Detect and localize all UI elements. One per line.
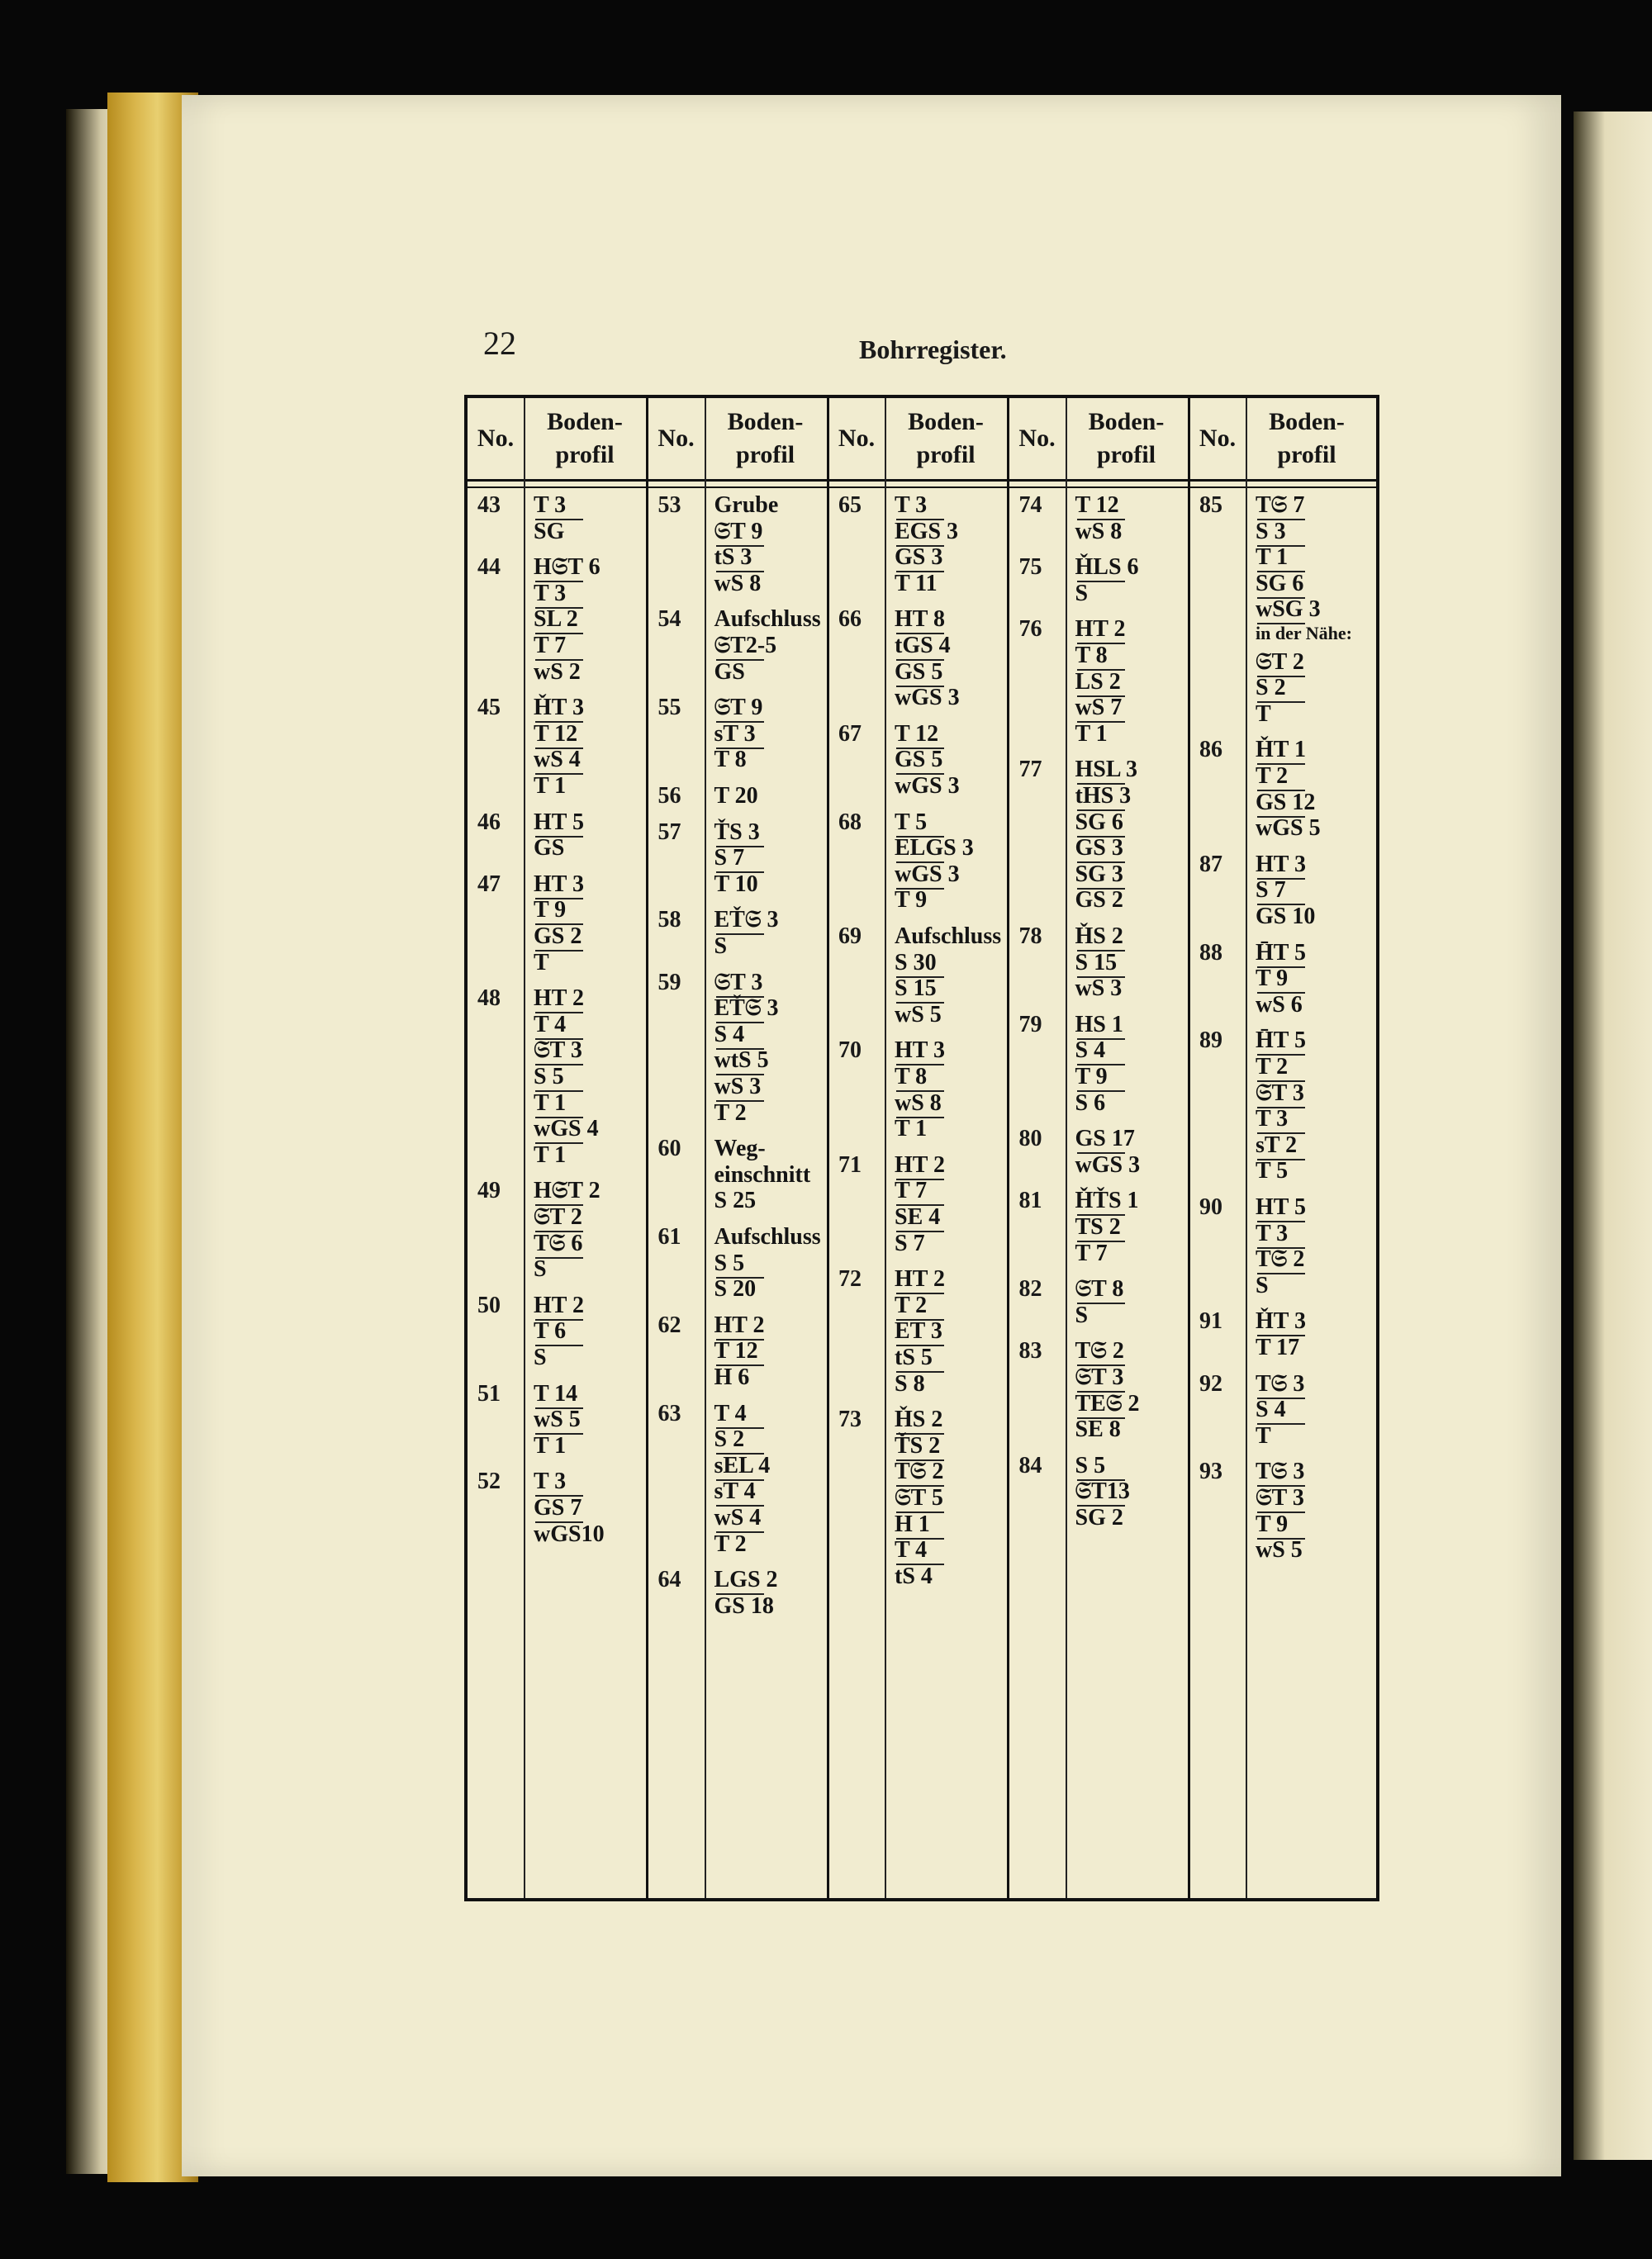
profile-line: T 20 bbox=[714, 783, 758, 809]
profile-line: GS 5 bbox=[895, 658, 943, 685]
entry-number: 66 bbox=[838, 606, 862, 633]
profile-line: GS 17 bbox=[1075, 1126, 1135, 1152]
header-no: No. bbox=[477, 424, 515, 452]
profile-line: GS bbox=[534, 835, 565, 861]
profile-line: wS 8 bbox=[895, 1089, 942, 1116]
entry-number: 44 bbox=[477, 554, 501, 581]
profile-line: SG bbox=[534, 518, 565, 544]
profile-line: T 4 bbox=[714, 1400, 747, 1426]
profile-line: T 12 bbox=[1075, 492, 1119, 518]
profile-line: HT 3 bbox=[895, 1037, 945, 1064]
profile-line: wS 3 bbox=[1075, 975, 1123, 1002]
profile-line: T bbox=[1256, 1422, 1271, 1449]
profile-line: S 6 bbox=[1075, 1089, 1106, 1116]
profile-line: T 1 bbox=[534, 1089, 567, 1116]
profile-line: T 14 bbox=[534, 1380, 578, 1407]
profile-line: ȞS 2 bbox=[895, 1407, 943, 1433]
profile-line: 𝔖T 2 bbox=[534, 1204, 582, 1230]
entry-number: 68 bbox=[838, 809, 862, 835]
profile-line: wGS 3 bbox=[895, 685, 960, 711]
profile-line: S 15 bbox=[895, 975, 937, 1002]
column-divider bbox=[468, 398, 525, 1898]
profile-line: Aufschluss bbox=[714, 606, 821, 633]
profile-line: HT 3 bbox=[534, 871, 584, 897]
profile-line: T 3 bbox=[534, 492, 567, 518]
entry-number: 58 bbox=[657, 907, 681, 933]
profile-line: wGS 3 bbox=[895, 773, 960, 799]
profile-line: wS 2 bbox=[534, 658, 581, 685]
profile-line: HT 3 bbox=[1256, 851, 1306, 877]
profile-line: S 5 bbox=[1075, 1452, 1106, 1478]
profile-line: ȞT 3 bbox=[1256, 1308, 1306, 1335]
profile-line: GS 12 bbox=[1256, 789, 1316, 815]
profile-line: sT 3 bbox=[714, 720, 756, 747]
profile-line: T 6 bbox=[534, 1318, 567, 1345]
profile-line: SG 6 bbox=[1075, 809, 1123, 835]
entry-number: 92 bbox=[1199, 1370, 1222, 1397]
profile-line: ȞS 2 bbox=[1075, 923, 1123, 949]
profile-line: T 7 bbox=[534, 633, 567, 658]
profile-line: GS 3 bbox=[895, 544, 943, 571]
profile-line: T𝔖 3 bbox=[1256, 1370, 1305, 1397]
profile-line: T 1 bbox=[534, 1141, 567, 1168]
profile-line: HT 5 bbox=[534, 809, 584, 835]
entry-number: 85 bbox=[1199, 492, 1222, 518]
profile-line: H̄T 5 bbox=[1256, 939, 1306, 966]
profile-line: Aufschluss bbox=[895, 923, 1002, 949]
entry-number: 78 bbox=[1018, 923, 1042, 949]
profile-line: EŤ𝔖 3 bbox=[714, 995, 779, 1022]
profile-line: wtS 5 bbox=[714, 1047, 769, 1074]
profile-line: Weg- bbox=[714, 1136, 766, 1162]
profile-line: HT 2 bbox=[534, 1292, 584, 1318]
profile-line: T 3 bbox=[534, 580, 567, 606]
entry-number: 56 bbox=[657, 783, 681, 809]
entry-number: 46 bbox=[477, 809, 501, 835]
profile-line: 𝔖T 3 bbox=[1256, 1485, 1304, 1511]
profile-line: T 7 bbox=[1075, 1240, 1108, 1266]
profile-line: HSL 3 bbox=[1075, 757, 1137, 783]
profile-line: 𝔖T 3 bbox=[1256, 1080, 1304, 1106]
entry-number: 57 bbox=[657, 819, 681, 845]
profile-line: GS bbox=[714, 658, 745, 685]
profile-line: GS 10 bbox=[1256, 904, 1316, 929]
profile-line: S 7 bbox=[895, 1230, 925, 1256]
profile-line: LGS 2 bbox=[714, 1567, 778, 1593]
profile-line: ELGS 3 bbox=[895, 835, 974, 861]
entry-number: 52 bbox=[477, 1469, 501, 1495]
profile-line: wS 6 bbox=[1256, 991, 1303, 1018]
profile-line: HT 2 bbox=[534, 985, 584, 1012]
profile-line: Aufschluss bbox=[714, 1224, 821, 1250]
profile-line: wGS 4 bbox=[534, 1116, 599, 1142]
entry-number: 77 bbox=[1018, 757, 1042, 783]
entry-number: 50 bbox=[477, 1292, 501, 1318]
profile-line: HT 5 bbox=[1256, 1194, 1306, 1220]
profile-line: HT 2 bbox=[1075, 616, 1126, 643]
entry-number: 74 bbox=[1018, 492, 1042, 518]
profile-line: ET 3 bbox=[895, 1318, 942, 1345]
entry-number: 43 bbox=[477, 492, 501, 518]
profile-line: 𝔖T 9 bbox=[714, 695, 763, 721]
profile-line: T 9 bbox=[534, 897, 567, 923]
entry-number: 90 bbox=[1199, 1194, 1222, 1220]
entry-number: 83 bbox=[1018, 1338, 1042, 1364]
profile-line: tS 3 bbox=[714, 544, 752, 571]
column-divider bbox=[1189, 398, 1247, 1898]
profile-line: tHS 3 bbox=[1075, 783, 1132, 809]
profile-line: wS 8 bbox=[1075, 518, 1123, 544]
entry-number: 84 bbox=[1018, 1452, 1042, 1478]
entry-number: 75 bbox=[1018, 554, 1042, 581]
profile-line: wS 5 bbox=[895, 1001, 942, 1027]
profile-line: 𝔖T 2 bbox=[1256, 648, 1304, 675]
profile-line: sEL 4 bbox=[714, 1452, 771, 1478]
header-bodenprofil: Boden- profil bbox=[1088, 407, 1165, 468]
profile-line: T 12 bbox=[895, 720, 939, 747]
profile-line: wGS 5 bbox=[1256, 815, 1321, 842]
profile-line: T 9 bbox=[895, 887, 928, 914]
entry-number: 89 bbox=[1199, 1027, 1222, 1054]
entry-number: 81 bbox=[1018, 1188, 1042, 1214]
profile-line: sT 2 bbox=[1256, 1132, 1298, 1158]
profile-line: T 11 bbox=[895, 570, 938, 596]
entry-number: 65 bbox=[838, 492, 862, 518]
profile-line: EŤ𝔖 3 bbox=[714, 907, 779, 933]
profile-line: 𝔖T 9 bbox=[714, 518, 763, 544]
page-number: 22 bbox=[483, 325, 516, 362]
header-bodenprofil: Boden- profil bbox=[727, 407, 804, 468]
profile-line: T 1 bbox=[1075, 720, 1108, 747]
profile-line: T bbox=[534, 949, 549, 975]
profile-line: S 15 bbox=[1075, 949, 1118, 975]
profile-line: T 4 bbox=[534, 1011, 567, 1037]
profile-line: S 8 bbox=[895, 1370, 925, 1397]
profile-line: T 4 bbox=[895, 1537, 928, 1564]
profile-line: S 2 bbox=[714, 1426, 745, 1453]
profile-line: T 12 bbox=[534, 720, 578, 747]
profile-line: S 25 bbox=[714, 1188, 757, 1214]
profile-line: wGS10 bbox=[534, 1521, 605, 1547]
profile-line: sT 4 bbox=[714, 1478, 756, 1505]
profile-line: SE 4 bbox=[895, 1204, 941, 1230]
profile-line: wS 5 bbox=[1256, 1537, 1303, 1564]
header-bodenprofil: Boden- profil bbox=[908, 407, 984, 468]
profile-line: einschnitt bbox=[714, 1161, 811, 1188]
profile-line: T 9 bbox=[1256, 966, 1289, 992]
profile-line: T 3 bbox=[895, 492, 928, 518]
profile-line: T𝔖 7 bbox=[1256, 492, 1305, 518]
entry-number: 93 bbox=[1199, 1459, 1222, 1485]
adjacent-page bbox=[1574, 112, 1652, 2160]
profile-line: HT 2 bbox=[714, 1312, 765, 1338]
profile-line: HS 1 bbox=[1075, 1011, 1123, 1037]
profile-line: T 8 bbox=[1075, 643, 1108, 668]
profile-line: S 4 bbox=[1256, 1397, 1286, 1423]
profile-line: 𝔖T 8 bbox=[1075, 1276, 1124, 1303]
profile-line: TS 2 bbox=[1075, 1214, 1121, 1240]
profile-line: SE 8 bbox=[1075, 1417, 1121, 1443]
header-no: No. bbox=[1018, 424, 1056, 452]
profile-line: SL 2 bbox=[534, 606, 578, 633]
profile-line: GS 18 bbox=[714, 1592, 774, 1619]
entry-number: 63 bbox=[657, 1400, 681, 1426]
profile-line: T 2 bbox=[1256, 763, 1289, 789]
profile-line: GS 5 bbox=[895, 747, 943, 773]
entry-number: 69 bbox=[838, 923, 862, 949]
profile-line: T 2 bbox=[714, 1099, 747, 1126]
profile-line: S 30 bbox=[895, 949, 937, 975]
profile-line: HT 2 bbox=[895, 1266, 945, 1293]
profile-line: tGS 4 bbox=[895, 633, 951, 658]
entry-number: 60 bbox=[657, 1136, 681, 1162]
entry-number: 79 bbox=[1018, 1011, 1042, 1037]
profile-line: T𝔖 2 bbox=[1075, 1338, 1124, 1364]
profile-line: T 2 bbox=[895, 1292, 928, 1318]
profile-line: ȞŤS 1 bbox=[1075, 1188, 1139, 1214]
profile-line: GS 2 bbox=[1075, 887, 1123, 914]
header-bodenprofil: Boden- profil bbox=[1269, 407, 1345, 468]
profile-line: T 1 bbox=[534, 1432, 567, 1459]
profile-line: H𝔖T 2 bbox=[534, 1178, 601, 1204]
profile-line: SG 3 bbox=[1075, 861, 1123, 887]
profile-line: EGS 3 bbox=[895, 518, 959, 544]
profile-line: S bbox=[534, 1256, 547, 1283]
entry-number: 55 bbox=[657, 695, 681, 721]
bohrregister-table bbox=[464, 395, 1379, 1901]
profile-line: GS 2 bbox=[534, 923, 582, 949]
entry-number: 86 bbox=[1199, 737, 1222, 763]
profile-line: T𝔖 2 bbox=[1256, 1246, 1305, 1273]
profile-line: wS 4 bbox=[714, 1505, 762, 1531]
profile-line: T 3 bbox=[1256, 1220, 1289, 1246]
profile-line: S 2 bbox=[1256, 675, 1286, 701]
profile-line: S 7 bbox=[1256, 877, 1286, 904]
profile-line: T 9 bbox=[1256, 1511, 1289, 1537]
entry-number: 87 bbox=[1199, 851, 1222, 877]
profile-line: wGS 3 bbox=[1075, 1151, 1141, 1178]
entry-number: 64 bbox=[657, 1567, 681, 1593]
entry-number: 49 bbox=[477, 1178, 501, 1204]
profile-line: HT 2 bbox=[895, 1151, 945, 1178]
profile-line: S bbox=[714, 933, 728, 959]
entry-number: 51 bbox=[477, 1380, 501, 1407]
profile-line: T 8 bbox=[714, 747, 747, 773]
profile-line: S 20 bbox=[714, 1276, 757, 1303]
profile-line: ȞLS 6 bbox=[1075, 554, 1139, 581]
profile-line: H 6 bbox=[714, 1364, 750, 1390]
profile-line: GS 3 bbox=[1075, 835, 1123, 861]
profile-line: T 2 bbox=[714, 1531, 747, 1557]
entry-number: 80 bbox=[1018, 1126, 1042, 1152]
profile-line: wS 4 bbox=[534, 747, 581, 773]
profile-line: Grube bbox=[714, 492, 779, 518]
profile-line: wS 3 bbox=[714, 1074, 762, 1099]
profile-line: T𝔖 2 bbox=[895, 1459, 944, 1485]
profile-line: ȞT 3 bbox=[534, 695, 584, 721]
profile-line: T 12 bbox=[714, 1338, 758, 1364]
profile-line: SG 2 bbox=[1075, 1505, 1123, 1531]
entry-number: 59 bbox=[657, 969, 681, 995]
profile-line: in der Nähe: bbox=[1256, 623, 1352, 643]
profile-line: SG 6 bbox=[1256, 570, 1304, 596]
profile-line: wSG 3 bbox=[1256, 596, 1321, 623]
profile-line: T 1 bbox=[895, 1116, 928, 1142]
profile-line: T 1 bbox=[534, 773, 567, 799]
profile-line: ŤS 2 bbox=[895, 1432, 941, 1459]
profile-line: T 9 bbox=[1075, 1064, 1108, 1089]
entry-number: 61 bbox=[657, 1224, 681, 1250]
profile-line: 𝔖T 3 bbox=[714, 969, 763, 995]
profile-line: ȞT 1 bbox=[1256, 737, 1306, 763]
profile-line: T bbox=[1256, 700, 1271, 727]
profile-line: T 8 bbox=[895, 1064, 928, 1089]
profile-line: T 3 bbox=[534, 1469, 567, 1495]
entry-number: 76 bbox=[1018, 616, 1042, 643]
profile-line: S bbox=[1075, 580, 1089, 606]
entry-number: 73 bbox=[838, 1407, 862, 1433]
profile-line: T𝔖 3 bbox=[1256, 1459, 1305, 1485]
entry-number: 45 bbox=[477, 695, 501, 721]
profile-line: H̄T 5 bbox=[1256, 1027, 1306, 1054]
running-head: Bohrregister. bbox=[859, 335, 1007, 364]
profile-line: LS 2 bbox=[1075, 668, 1121, 695]
profile-line: T 5 bbox=[1256, 1158, 1289, 1184]
profile-line: S 3 bbox=[1256, 518, 1286, 544]
profile-line: wS 8 bbox=[714, 570, 762, 596]
header-no: No. bbox=[1199, 424, 1237, 452]
profile-line: wGS 3 bbox=[895, 861, 960, 887]
profile-line: tS 5 bbox=[895, 1345, 933, 1370]
profile-line: H 1 bbox=[895, 1511, 930, 1537]
entry-number: 91 bbox=[1199, 1308, 1222, 1335]
profile-line: T 7 bbox=[895, 1178, 928, 1204]
profile-line: T𝔖 6 bbox=[534, 1230, 583, 1256]
entry-number: 53 bbox=[657, 492, 681, 518]
entry-number: 72 bbox=[838, 1266, 862, 1293]
profile-line: 𝔖T 3 bbox=[534, 1037, 582, 1064]
profile-line: T 10 bbox=[714, 871, 758, 897]
profile-line: S 7 bbox=[714, 845, 745, 871]
profile-line: TE𝔖 2 bbox=[1075, 1390, 1140, 1417]
header-no: No. bbox=[657, 424, 695, 452]
entry-number: 48 bbox=[477, 985, 501, 1012]
entry-number: 47 bbox=[477, 871, 501, 897]
profile-line: wS 5 bbox=[534, 1407, 581, 1433]
entry-number: 82 bbox=[1018, 1276, 1042, 1303]
entry-number: 62 bbox=[657, 1312, 681, 1338]
profile-line: 𝔖T2-5 bbox=[714, 633, 777, 658]
profile-line: H𝔖T 6 bbox=[534, 554, 601, 581]
profile-line: T 5 bbox=[895, 809, 928, 835]
profile-line: S 5 bbox=[714, 1250, 745, 1276]
entry-number: 71 bbox=[838, 1151, 862, 1178]
entry-number: 54 bbox=[657, 606, 681, 633]
profile-line: S 4 bbox=[1075, 1037, 1106, 1064]
profile-line: wS 7 bbox=[1075, 695, 1123, 721]
entry-number: 67 bbox=[838, 720, 862, 747]
profile-line: S 4 bbox=[714, 1021, 745, 1047]
entry-number: 70 bbox=[838, 1037, 862, 1064]
header-bodenprofil: Boden- profil bbox=[547, 407, 623, 468]
profile-line: 𝔖T 3 bbox=[1075, 1364, 1124, 1390]
profile-line: 𝔖T13 bbox=[1075, 1478, 1130, 1505]
profile-line: tS 4 bbox=[895, 1563, 933, 1589]
profile-line: ŤS 3 bbox=[714, 819, 760, 845]
profile-line: S bbox=[534, 1345, 547, 1370]
entry-number: 88 bbox=[1199, 939, 1222, 966]
profile-line: S 5 bbox=[534, 1064, 564, 1089]
profile-line: T 3 bbox=[1256, 1106, 1289, 1132]
profile-line: GS 7 bbox=[534, 1495, 582, 1521]
profile-line: T 2 bbox=[1256, 1054, 1289, 1080]
profile-line: 𝔖T 5 bbox=[895, 1485, 943, 1511]
profile-line: T 1 bbox=[1256, 544, 1289, 571]
profile-line: S bbox=[1256, 1272, 1269, 1298]
profile-line: T 17 bbox=[1256, 1335, 1300, 1360]
profile-line: HT 8 bbox=[895, 606, 945, 633]
profile-line: S bbox=[1075, 1302, 1089, 1328]
header-no: No. bbox=[838, 424, 876, 452]
